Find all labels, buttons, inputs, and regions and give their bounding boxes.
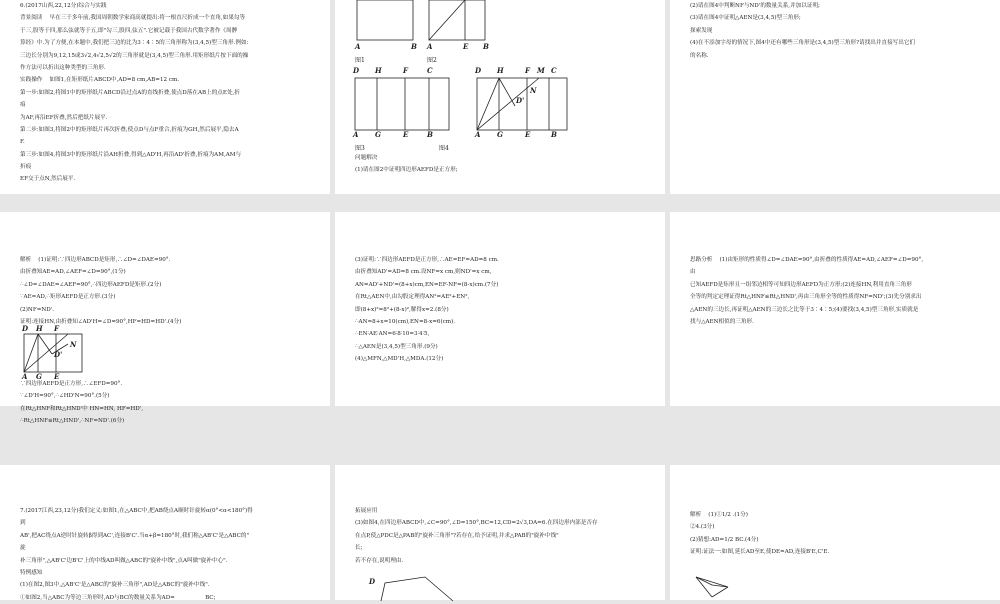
problem-6-questions-continued-panel <box>670 0 1000 194</box>
text-line: 于三,股等于四,那么弦就等于五,即"勾三,股四,弦五".它被记载于我国古代数学著作《周髀 <box>20 27 238 34</box>
text-line: (4)△MFN,△MD'H,△MDA.(12分) <box>355 356 444 363</box>
text-line: 第三步:如图4,将图3中的矩形纸片沿AH折叠,得到△AD'H,再沿AD'折叠,折痕为AM,AM与 <box>20 151 242 158</box>
fig1-label-b: B <box>411 42 417 51</box>
text-line: ∴△AEN是(3,4,5)型三角形.(9分) <box>355 343 438 350</box>
text-line: 解析 (1)①1/2 .(1分) <box>690 512 748 518</box>
fig3-label-g: G <box>375 130 381 139</box>
text-line: (3)证明:∵四边形AEFD是正方形,∴AE=EF=AD=8 cm. <box>355 257 499 263</box>
figure-3-diagram <box>353 76 453 132</box>
problem-6-questions-continued <box>690 0 915 62</box>
text-line: 为AF,再沿EF折叠,然后把纸片展平. <box>20 114 108 121</box>
sol-fig-label-d: D <box>22 324 29 333</box>
text-line: ∴Rt△HNF≌Rt△HND',∴NF=ND'.(6分) <box>20 418 125 425</box>
fig4-label-c: C <box>551 66 557 75</box>
text-line: 旋 <box>20 545 26 552</box>
text-line: EF交于点N,然后展平. <box>20 176 76 183</box>
sol-fig-label-h: H <box>36 324 43 333</box>
text-line: 第一步:如图2,将图1中的矩形纸片ABCD沿过点A的直线折叠,使点D落在AB上的点E处,折 <box>20 89 240 96</box>
fig4-label-b: B <box>551 130 557 139</box>
analysis-text <box>690 254 923 328</box>
solution-part1-text <box>20 254 181 328</box>
fig3-label-d: D <box>353 66 360 75</box>
text-line: ∵AE=AD,∴矩形AEFD是正方形.(3分) <box>20 294 116 301</box>
text-line: 若不存在,说明理由. <box>355 557 404 564</box>
text-line: AN=AD'+ND'=(8+x)cm,EN=EF-NF=(8-x)cm.(7分) <box>355 281 499 288</box>
text-line: 由折叠知AE=AD,∠AEF=∠D=90°,(1分) <box>20 269 126 276</box>
text-line: (2)NF=ND'. <box>20 306 55 313</box>
figure-4-caption: 图4 <box>439 145 449 152</box>
text-line: 痕 <box>20 102 26 109</box>
fig4-label-e: E <box>525 130 531 139</box>
text-line: (1)请在图2中证明四边形AEFD是正方形; <box>355 167 458 174</box>
problem-6-analysis-panel <box>670 212 1000 406</box>
problem-7-solution-text <box>690 509 829 559</box>
problem-7-solution-panel <box>670 465 1000 600</box>
text-line: ∵∠D'H=90°,∴∠HD'N=90°.(5分) <box>20 393 110 400</box>
text-line: 由折叠知AD'=AD=8 cm.设NF=x cm,则ND'=x cm, <box>355 269 492 276</box>
text-line: 即(8+x)²=8²+(8-x)²,解得x=2.(8分) <box>355 306 449 313</box>
text-line: 第二步:如图3,将图2中的矩形纸片再次折叠,使点D与点F重合,折痕为GH,然后展平,隐去A <box>20 126 239 133</box>
text-line: ∵四边形AEFD是正方形,∴∠EFD=90°. <box>20 381 123 387</box>
text-line: 全等的判定定理证得Rt△HNF≌Rt△HND',再由三角形全等的性质得NF=ND';(3)先分别求出 <box>690 294 922 301</box>
text-line: (2)请在图4中判断NF与ND'的数量关系,并加以证明; <box>690 3 820 9</box>
solution-part3-text <box>355 254 499 366</box>
text-line: 作方法可以折出这种类型的三角形. <box>20 64 106 71</box>
text-line: 已知AEFD是矩形且一组邻边相等可知四边形AEFD为正方形;(2)连接HN,利用直角三角形 <box>690 281 912 288</box>
problem-7-text <box>20 505 253 604</box>
text-line: 折痕 <box>20 164 32 171</box>
text-line: 实践操作 如图1,在矩形纸片ABCD中,AD=8 cm,AB=12 cm. <box>20 77 180 84</box>
fig3-label-h: H <box>375 66 382 75</box>
fig2-label-e: E <box>463 42 469 51</box>
text-line: 证明:证法一:如图,延长AD至E,使DE=AD,连接B'E,C'E. <box>690 549 830 556</box>
text-line: (2)猜想:AD=1/2 BC.(4分) <box>690 536 759 543</box>
problem-7-extension-panel <box>335 465 665 600</box>
fig3-label-a: A <box>353 130 359 139</box>
text-line: 7.(2017江西,23,12分)我们定义:如图1,在△ABC中,把AB绕点A顺时针旋转α(0°<α<180°)得 <box>20 508 253 514</box>
text-line: 思路分析 (1)由矩形的性质得∠D=∠DAE=90°,由折叠的性质得AE=AD,∠AEF=∠D=90°, <box>690 257 924 263</box>
text-line: F. <box>20 139 25 146</box>
text-line: 算经》中.为了方便,在本题中,我们把三边的比为3∶4∶5的三角形称为(3,4,5)型三角形.例如: <box>20 40 249 47</box>
fig4-label-d: D <box>475 66 482 75</box>
figure-3-caption: 图3 <box>355 145 365 152</box>
fig4-label-n: N <box>530 86 537 95</box>
problem-6-questions <box>355 152 458 177</box>
text-line: 特例感知 <box>20 569 43 576</box>
fig4-label-m: M <box>537 66 545 75</box>
text-line: 问题解决 <box>355 155 378 161</box>
text-line: △AEN的三边长,再证明△AEN的三边长之比等于3∶4∶5;(4)要找(3,4,5)型三角形,实质就是 <box>690 306 919 313</box>
text-line: 证明:连接HN,由折叠知∠AD'H=∠D=90°,HF=HD=HD'.(4分) <box>20 318 182 325</box>
text-line: 长; <box>355 545 363 552</box>
fig3-label-c: C <box>427 66 433 75</box>
text-line: 6.(2017山西,22,12分)综合与实践 <box>20 3 107 9</box>
solution-part2-text <box>20 378 143 428</box>
problem-6-solution-part2-panel <box>335 212 665 406</box>
sol-fig-label-f: F <box>54 324 59 333</box>
text-line: 到 <box>20 520 26 527</box>
text-line: (3)请在图4中证明△AEN是(3,4,5)型三角形; <box>690 15 801 22</box>
fig2-label-a: A <box>427 42 433 51</box>
text-line: ①如图2,当△ABC为等边三角形时,AD与BC的数量关系为AD= BC; <box>20 594 216 601</box>
text-line: 解析 (1)证明:∵四边形ABCD是矩形,∴∠D=∠DAE=90°. <box>20 257 171 263</box>
text-line: (4)在不添加字母的情况下,图4中还有哪些三角形是(3,4,5)型三角形?请找出并直接写出它们 <box>690 40 916 47</box>
sol-fig-label-a: A <box>22 372 28 381</box>
text-line: 拓展应用 <box>355 508 378 514</box>
sol-fig-label-e: E <box>54 372 60 381</box>
text-line: 在Rt△AEN中,由勾股定理得AN²=AE²+EN², <box>355 294 470 301</box>
text-line: 的名称. <box>690 52 709 59</box>
figure-4-quadrilateral <box>375 577 455 601</box>
text-line: 由 <box>690 269 696 276</box>
figure-1-diagram <box>355 0 417 52</box>
text-line: ∴∠D=∠DAE=∠AEF=90°,∴四边形AEFD是矩形.(2分) <box>20 281 162 288</box>
text-line: ∴EN∶AE∶AN=6∶8∶10=3∶4∶5, <box>355 331 430 338</box>
figure-2-caption: 图2 <box>427 57 437 64</box>
text-line: 三边长分别为9,12,15或3√2,4√2,5√2的三角形就是(3,4,5)型三角形.用矩形纸片按下面的操 <box>20 52 249 59</box>
sol-fig-label-n: N <box>70 340 77 349</box>
figure-2-diagram <box>427 0 489 52</box>
quad-label-d: D <box>369 577 376 586</box>
fig4-label-h: H <box>497 66 504 75</box>
text-line: ∴AN=8+x=10(cm),EN=8-x=6(cm). <box>355 318 456 325</box>
sol-fig-label-g: G <box>36 372 42 381</box>
fig1-label-a: A <box>355 42 361 51</box>
fig3-label-b: B <box>427 130 433 139</box>
fig4-label-d-prime: D' <box>516 96 525 105</box>
text-line: AB',把AC绕点A逆时针旋转β得到AC',连接B'C'.当α+β=180°时,我们称△AB'C'是△ABC的" <box>20 532 250 539</box>
fig3-label-f: F <box>403 66 408 75</box>
text-line: 在Rt△HNF和Rt△HND'中 HN=HN, HF=HD', <box>20 405 144 412</box>
text-line: ②4.(3分) <box>690 524 715 531</box>
text-line: 背景阅读 早在三千多年前,我国周朝数学家商高就提出:将一根直尺折成一个直角,如果勾等 <box>20 15 246 22</box>
fig2-label-b: B <box>483 42 489 51</box>
text-line: 补三角形",△AB'C'边B'C'上的中线AD叫做△ABC的"旋补中线",点A叫做"旋补中心". <box>20 557 228 564</box>
figure-1-caption: 图1 <box>355 57 365 64</box>
fig3-label-e: E <box>403 130 409 139</box>
problem-7-statement-panel <box>0 465 330 600</box>
text-line: (1)在图2,图3中,△AB'C'是△ABC的"旋补三角形",AD是△ABC的"旋补中线". <box>20 582 210 589</box>
sol-fig-label-d-prime: D' <box>54 350 63 359</box>
problem-6-figures-panel <box>335 0 665 194</box>
problem-6-solution-part1-panel <box>0 212 330 425</box>
solution-7-figure <box>692 575 736 600</box>
fig4-label-g: G <box>497 130 503 139</box>
problem-6-text <box>20 0 248 186</box>
text-line: 找与△AEN相似的三角形. <box>690 318 754 325</box>
problem-7-extension-text <box>355 505 598 567</box>
text-line: 在点P,使△PDC是△PAB的"旋补三角形"?若存在,给予证明,并求△PAB的"旋补中线" <box>355 532 559 539</box>
text-line: (3)如图4,在四边形ABCD中,∠C=90°,∠D=150°,BC=12,CD=2√3,DA=6.在四边形内部是否存 <box>355 520 598 527</box>
problem-6-statement-panel <box>0 0 330 194</box>
text-line: 探索发现 <box>690 27 713 34</box>
fig4-label-f: F <box>525 66 530 75</box>
fig4-label-a: A <box>475 130 481 139</box>
